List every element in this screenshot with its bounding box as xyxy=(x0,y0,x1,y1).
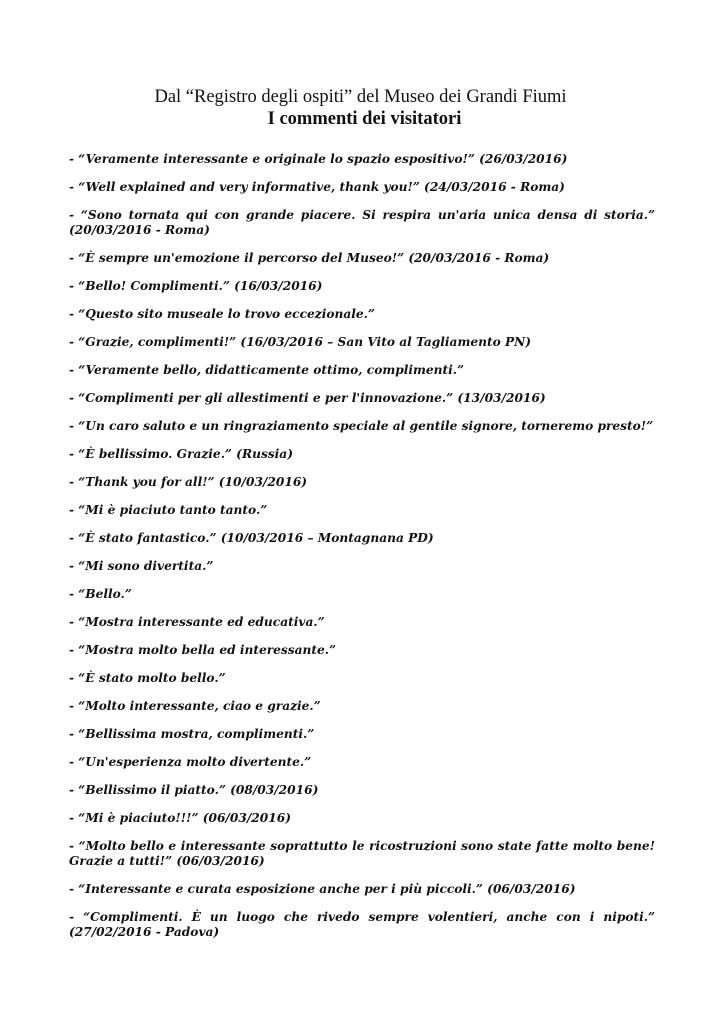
comment-item: - “Veramente interessante e originale lo spazio espositivo!” (26/03/2016) xyxy=(69,152,568,166)
comment-item: - “Thank you for all!” (10/03/2016) xyxy=(69,475,308,489)
comment-item: - “Well explained and very informative, thank you!” (24/03/2016 - Roma) xyxy=(69,180,565,194)
comment-item: - “È stato molto bello.” xyxy=(69,671,226,685)
comment-item: - “Questo sito museale lo trovo eccezionale.” xyxy=(69,307,375,321)
comment-item: - “Molto interessante, ciao e grazie.” xyxy=(69,699,321,713)
comment-item: - “Bellissimo il piatto.” (08/03/2016) xyxy=(69,783,319,797)
comment-item: - “È bellissimo. Grazie.” (Russia) xyxy=(69,447,293,461)
comment-item: - “Molto bello e interessante soprattutto le ricostruzioni sono state fatte molto bene! Grazie a tutti!” (06/03/2016) xyxy=(69,839,655,868)
comment-item: - “Grazie, complimenti!” (16/03/2016 – San Vito al Tagliamento PN) xyxy=(69,335,532,349)
comment-item: - “Complimenti. È un luogo che rivedo sempre volentieri, anche con i nipoti.” (27/02/2016 - Padova) xyxy=(69,910,655,939)
comment-item: - “Un'esperienza molto divertente.” xyxy=(69,755,312,769)
comment-item: - “Bellissima mostra, complimenti.” xyxy=(69,727,315,741)
comment-item: - “Mi è piaciuto!!!” (06/03/2016) xyxy=(69,811,291,825)
comment-item: - “Mostra interessante ed educativa.” xyxy=(69,615,325,629)
comment-item: - “Veramente bello, didatticamente ottimo, complimenti.” xyxy=(69,363,465,377)
comment-item: - “Sono tornata qui con grande piacere. Si respira un'aria unica densa di storia.” (20/03/2016 - Roma) xyxy=(69,208,655,237)
page-subtitle: Dal “Registro degli ospiti” del Museo dei Grandi Fiumi xyxy=(154,87,567,107)
comment-item: - “Un caro saluto e un ringraziamento speciale al gentile signore, torneremo presto!” xyxy=(69,419,654,433)
comment-item: - “Complimenti per gli allestimenti e per l'innovazione.” (13/03/2016) xyxy=(69,391,546,405)
comment-item: - “È stato fantastico.” (10/03/2016 – Montagnana PD) xyxy=(69,531,434,545)
comment-item: - “Bello.” xyxy=(69,587,132,601)
comment-item: - “Interessante e curata esposizione anche per i più piccoli.” (06/03/2016) xyxy=(69,882,576,896)
comment-item: - “Mostra molto bella ed interessante.” xyxy=(69,643,337,657)
comment-item: - “Bello! Complimenti.” (16/03/2016) xyxy=(69,279,323,293)
page-title: I commenti dei visitatori xyxy=(267,109,462,129)
comment-item: - “È sempre un'emozione il percorso del Museo!” (20/03/2016 - Roma) xyxy=(69,251,550,265)
document-header xyxy=(0,86,724,130)
comments-list xyxy=(69,152,655,953)
comment-item: - “Mi è piaciuto tanto tanto.” xyxy=(69,503,268,517)
comment-item: - “Mi sono divertita.” xyxy=(69,559,214,573)
